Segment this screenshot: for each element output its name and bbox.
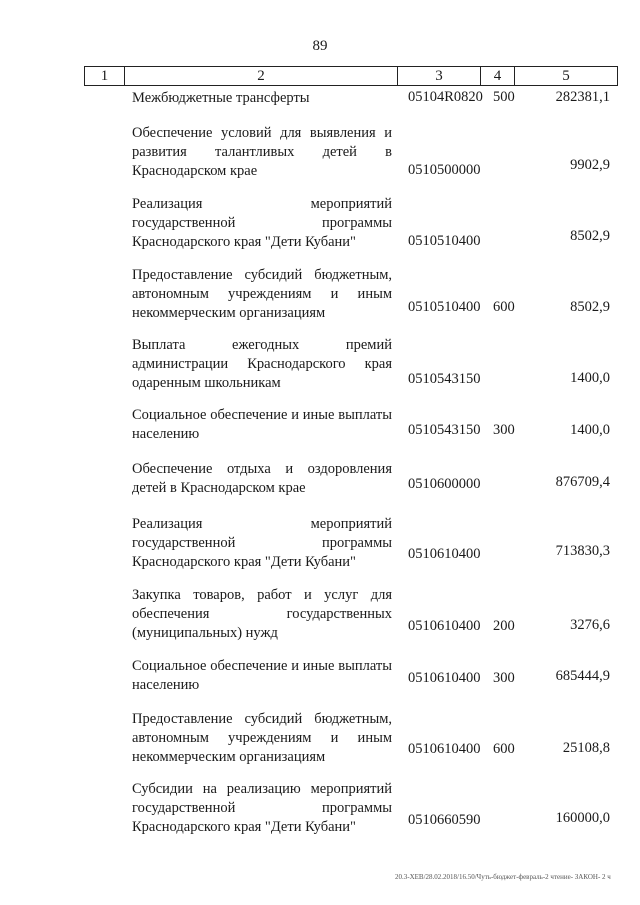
row-vr: 500 xyxy=(493,89,515,105)
row-sum: 1400,0 xyxy=(570,422,610,438)
footer-file-path: 20.3-ХЕВ/28.02.2018/16.50/Чуть-бюджет-февраль-2 чтение- ЗАКОН- 2 ч xyxy=(395,873,611,881)
row-code: 0510500000 xyxy=(408,162,481,178)
header-col-5: 5 xyxy=(562,68,570,84)
row-vr: 200 xyxy=(493,618,515,634)
row-code: 0510610400 xyxy=(408,618,481,634)
row-sum: 9902,9 xyxy=(570,157,610,173)
row-name: Выплата ежегодных премий администрации Краснодарского края одаренным школьникам xyxy=(132,337,392,391)
row-name: Закупка товаров, работ и услуг для обеспечения государственных (муниципальных) нужд xyxy=(132,587,392,641)
row-name: Социальное обеспечение и иные выплаты населению xyxy=(132,407,392,442)
row-vr: 300 xyxy=(493,670,515,686)
row-name: Предоставление субсидий бюджетным, автономным учреждениям и иным некоммерческим организациям xyxy=(132,711,392,765)
page-number: 89 xyxy=(312,38,328,54)
row-sum: 713830,3 xyxy=(555,543,610,559)
row-name: Субсидии на реализацию мероприятий государственной программы Краснодарского края "Дети Кубани" xyxy=(132,781,392,835)
row-vr: 600 xyxy=(493,741,515,757)
table-header xyxy=(84,66,618,86)
row-code: 0510510400 xyxy=(408,233,481,249)
row-name: Обеспечение условий для выявления и развития талантливых детей в Краснодарском крае xyxy=(132,125,392,179)
row-code: 0510600000 xyxy=(408,476,481,492)
row-sum: 1400,0 xyxy=(570,370,610,386)
row-name: Социальное обеспечение и иные выплаты населению xyxy=(132,658,392,693)
row-code: 0510660590 xyxy=(408,812,481,828)
header-col-1: 1 xyxy=(85,67,125,85)
row-name: Реализация мероприятий государственной программы Краснодарского края "Дети Кубани" xyxy=(132,196,392,250)
row-code: 0510610400 xyxy=(408,546,481,562)
row-vr: 300 xyxy=(493,422,515,438)
row-name: Обеспечение отдыха и оздоровления детей в Краснодарском крае xyxy=(132,461,392,496)
row-sum: 685444,9 xyxy=(555,668,610,684)
row-code: 0510543150 xyxy=(408,422,481,438)
row-sum: 3276,6 xyxy=(570,617,610,633)
row-code: 0510610400 xyxy=(408,741,481,757)
header-col-3: 3 xyxy=(398,67,481,85)
row-name: Межбюджетные трансферты xyxy=(132,90,310,106)
row-code: 0510510400 xyxy=(408,299,481,315)
row-code: 05104R0820 xyxy=(408,89,483,105)
row-sum: 282381,1 xyxy=(555,89,610,105)
row-sum: 876709,4 xyxy=(555,474,610,490)
row-sum: 25108,8 xyxy=(562,740,610,756)
row-sum: 160000,0 xyxy=(555,810,610,826)
row-sum: 8502,9 xyxy=(570,299,610,315)
row-code: 0510543150 xyxy=(408,371,481,387)
header-col-4: 4 xyxy=(481,67,515,85)
row-name: Предоставление субсидий бюджетным, автономным учреждениям и иным некоммерческим организациям xyxy=(132,267,392,321)
row-name: Реализация мероприятий государственной программы Краснодарского края "Дети Кубани" xyxy=(132,516,392,570)
row-code: 0510610400 xyxy=(408,670,481,686)
header-col-2: 2 xyxy=(125,67,398,85)
row-sum: 8502,9 xyxy=(570,228,610,244)
row-vr: 600 xyxy=(493,299,515,315)
